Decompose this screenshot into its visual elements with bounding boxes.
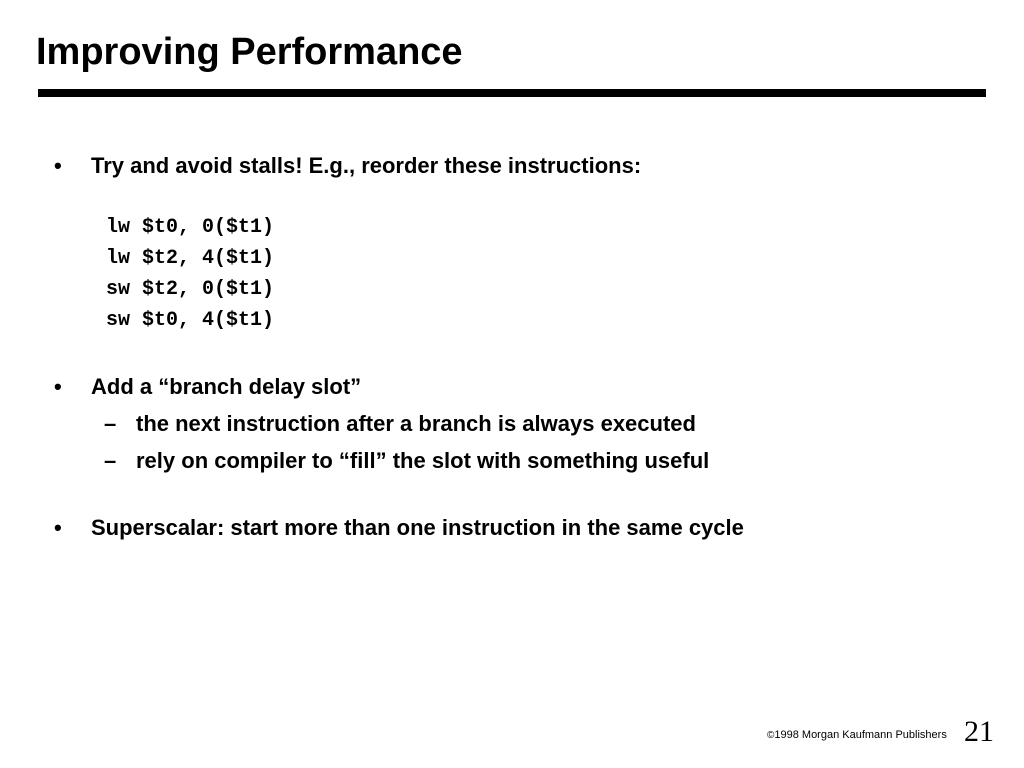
slide-title: Improving Performance bbox=[36, 31, 463, 73]
code-line-1: lw $t0, 0($t1) bbox=[106, 216, 275, 239]
bullet-text-3: Superscalar: start more than one instruction in the same cycle bbox=[91, 515, 744, 540]
sub-bullet-marker-1: – bbox=[104, 411, 117, 436]
code-line-2: lw $t2, 4($t1) bbox=[106, 247, 275, 270]
sub-bullet-text-2: rely on compiler to “fill” the slot with something useful bbox=[136, 448, 710, 473]
title-divider bbox=[38, 89, 986, 97]
code-line-4: sw $t0, 4($t1) bbox=[106, 309, 275, 332]
bullet-marker-2: • bbox=[54, 374, 62, 399]
bullet-marker-1: • bbox=[54, 153, 62, 178]
footer-copyright bbox=[767, 727, 947, 744]
sub-bullet-text-1: the next instruction after a branch is always executed bbox=[136, 411, 696, 436]
bullet-text-1: Try and avoid stalls! E.g., reorder these instructions: bbox=[91, 153, 642, 178]
copyright-text: 1998 Morgan Kaufmann Publishers bbox=[774, 729, 947, 741]
copyright-symbol: © bbox=[767, 730, 775, 741]
code-line-3: sw $t2, 0($t1) bbox=[106, 278, 275, 301]
sub-bullet-marker-2: – bbox=[104, 448, 117, 473]
bullet-marker-3: • bbox=[54, 515, 62, 540]
bullet-text-2: Add a “branch delay slot” bbox=[91, 374, 362, 399]
page-number: 21 bbox=[964, 715, 994, 748]
code-block bbox=[106, 212, 274, 336]
